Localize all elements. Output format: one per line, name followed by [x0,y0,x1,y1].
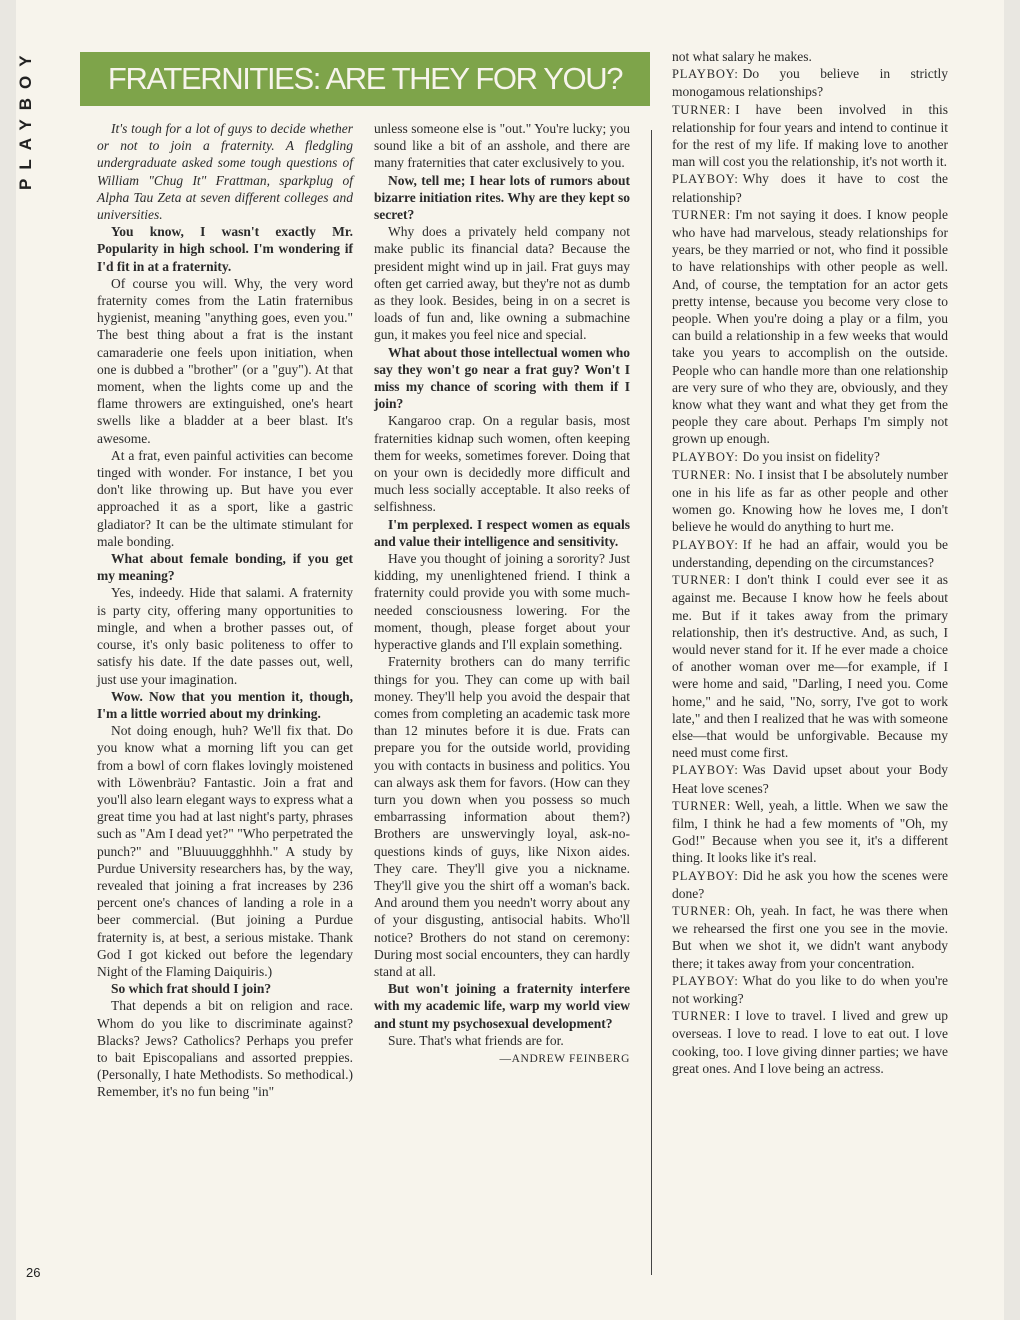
answer-paragraph: Sure. That's what friends are for. [388,1032,564,1048]
speaker-label: TURNER: [672,1009,732,1024]
interviewer-question: What about female bonding, if you get my meaning? [97,551,353,584]
interview-exchange [672,972,948,1007]
speaker-text: Do you insist on fidelity? [742,448,880,464]
interviewer-question: What about those intellectual women who say they won't go near a frat guy? Won't I miss my chance of scoring with them if I join? [374,344,630,412]
interview-exchange [672,448,948,466]
speaker-text: I don't think I could ever see it as against me. Because I know how he feels about me. But if it takes away from the primary relationship, then it's destructive. And, as such, I would never stand for it. If he ever made a choice of another woman over me—for example, if I were home and said, "Darling, I need you. Come home," and he said, "No, sorry, I've got to work late," and then I realized that he was with someone else—that would be unforgivable. Because my need must come first. [672,572,948,761]
interviewer-question: So which frat should I join? [111,981,272,997]
answer-paragraph: Kangaroo crap. On a regular basis, most fraternities kidnap such women, often keeping them for weeks, sometimes forever. Doing that on your own is decidedly more difficult and much less socially acceptable. It also reeks of selfishness. [374,413,630,515]
speaker-label: PLAYBOY: [672,67,739,82]
interview-exchange [672,536,948,571]
interview-exchange [672,571,948,761]
interview-exchange [672,902,948,972]
answer-paragraph: Why does a privately held company not make public its financial data? Because the president might wind up in jail. Frat guys may often get carried away, but they're not as dumb as they look. Besides, being in on a secret is loads of fun and, like owning a submachine gun, it makes you feel nice and special. [374,224,630,343]
article-title-banner [80,52,650,106]
speaker-text: What do you like to do when you're not working? [672,972,948,1006]
speaker-text: Was David upset about your Body Heat love scenes? [672,762,948,796]
answer-paragraph: At a frat, even painful activities can become tinged with wonder. For instance, I bet you don't like throwing up. But have you ever approached it as a sport, like a gastric gladiator? It can be the ultimate stimulant for male bonding. [97,447,353,549]
interview-exchange [672,797,948,867]
interview-exchange [672,1007,948,1077]
interview-exchange [672,65,948,100]
speaker-label: PLAYBOY: [672,973,739,988]
speaker-label: TURNER: [672,467,732,482]
answer-paragraph: Yes, indeedy. Hide that salami. A fraternity is party city, offering many opportunities to mingle, and when a brother passes out, of course, it's only basic politeness to offer to satisfy his date. If the date passes out, well, just use your imagination. [97,585,353,687]
interviewer-question: Wow. Now that you mention it, though, I'm a little worried about my drinking. [97,688,353,721]
interview-exchange [672,466,948,536]
article-column-2-body [374,120,630,1049]
speaker-text: Why does it have to cost the relationship? [672,171,948,205]
interviewer-question: Now, tell me; I hear lots of rumors about bizarre initiation rites. Why are they kept so secret? [374,172,630,223]
speaker-text: I have been involved in this relationship for four years and intend to continue it for the rest of my life. If making love to another man will cost you the relationship, it's not worth it. [672,101,948,170]
interview-body [672,65,948,1077]
interview-exchange [672,101,948,171]
article-title: FRATERNITIES: ARE THEY FOR YOU? [107,61,623,96]
speaker-text: No. I insist that I be absolutely number one in his life as far as other people and other women go. Knowing how he loves me, I don't believe he would do anything to hurt me. [672,466,948,535]
page-number: 26 [26,1265,41,1280]
article-column-1 [97,120,353,1101]
speaker-label: PLAYBOY: [672,763,739,778]
speaker-label: TURNER: [672,798,732,813]
speaker-label: PLAYBOY: [672,537,739,552]
speaker-text: Did he ask you how the scenes were done? [672,867,948,901]
interview-exchange [672,761,948,796]
article-byline: —ANDREW FEINBERG [499,1052,630,1065]
speaker-text: I'm not saying it does. I know people who have had marvelous, steady relationships for years, be they married or not, who find it possible to have relationships with other people as well. And, of course, the temptation for an actor gets pretty intense, because you become very close to people. When you're doing a play or a film, you can build a relationship in a few weeks that would take you years to accomplish on the outside. People who can handle more than one relationship are very sure of who they are, obviously, and they know what they want and what they get from the people they care about. Perhaps I'm simply not grown up enough. [672,206,948,447]
answer-paragraph: Of course you will. Why, the very word fraternity comes from the Latin fraternibus hygienist, meaning "anything goes, even you." The best thing about a frat is the instant camaraderie one feels upon initiation, when one is dubbed a "brother" (or a "guy"). At that moment, when the lights come up and the flame throwers are extinguished, one's heart swells like a bladder at a beer blast. It's awesome. [97,275,353,446]
answer-paragraph: That depends a bit on religion and race. Whom do you like to discriminate against? Blacks? Jews? Catholics? Perhaps you prefer to bait Episcopalians and assorted preppies. (Personally, I hate Methodists. So methodical.) Remember, it's no fun being "in" [97,998,353,1100]
speaker-label: PLAYBOY: [672,868,739,883]
interview-lead-in: not what salary he makes. [672,49,812,64]
interviewer-question: I'm perplexed. I respect women as equals and value their intelligence and sensitivity. [374,516,630,549]
column-divider [651,130,652,1275]
interviewer-question: You know, I wasn't exactly Mr. Popularity in high school. I'm wondering if I'd fit in at a fraternity. [97,224,353,274]
interview-exchange [672,206,948,448]
answer-paragraph: Not doing enough, huh? We'll fix that. Do you know what a morning lift you can get from a bowl of corn flakes lovingly moistened with Löwenbräu? Fantastic. Join a frat and you'll also learn elegant ways to express what a great time you had at last night's party, phrases such as "Am I dead yet?" "Who perpetrated the punch?" and "Bluuuuggghhhh." A study by Purdue University researchers has, by the way, revealed that joining a frat increases by 236 percent one's chances of landing a role in a beer commercial. (But joining a Purdue fraternity is, at best, a serious mistake. Thank God I got kicked out before the legendary Night of the Flaming Daiquiris.) [97,723,353,979]
speaker-label: TURNER: [672,102,732,117]
interview-column [672,48,948,1077]
speaker-label: TURNER: [672,207,732,222]
speaker-label: TURNER: [672,573,732,588]
interviewer-question: But won't joining a fraternity interfere with my academic life, warp my world view and stunt my psychosexual development? [374,981,630,1031]
speaker-label: TURNER: [672,903,732,918]
answer-paragraph: Have you thought of joining a sorority? Just kidding, my unenlightened friend. I think a fraternity could provide you with some much-needed consciousness lowering. For the moment, though, please forget about your hyperactive glands and I'll explain something. [374,551,630,653]
interview-exchange [672,170,948,205]
interview-exchange [672,867,948,902]
answer-paragraph: unless someone else is "out." You're lucky; you sound like a bit of an asshole, and there are many fraternities that cater exclusively to you. [374,121,630,171]
article-column-1-body [97,223,353,1100]
speaker-label: PLAYBOY: [672,449,739,464]
speaker-label: PLAYBOY: [672,172,739,187]
magazine-name-vertical: PLAYBOY [16,46,35,190]
speaker-text: Well, yeah, a little. When we saw the film, I think he had a few moments of "Oh, my God!" Because when you see it, it's a different thing. It looks like it's real. [672,797,948,866]
speaker-text: Oh, yeah. In fact, he was there when we rehearsed the first one you see in the movie. But when we shot it, we didn't want anybody there; it takes away from your concentration. [672,902,948,971]
article-column-2 [374,120,630,1068]
speaker-text: I love to travel. I lived and grew up overseas. I love to read. I love to eat out. I love cooking, too. I love giving dinner parties; we have great ones. And I love being an actress. [672,1008,948,1076]
speaker-text: If he had an affair, would you be understanding, depending on the circumstances? [672,536,948,570]
article-intro: It's tough for a lot of guys to decide whether or not to join a fraternity. A fledgling undergraduate asked some tough questions of William "Chug It" Frattman, sparkplug of Alpha Tau Zeta at seven different colleges and universities. [97,121,353,223]
answer-paragraph: Fraternity brothers can do many terrific things for you. They can come up with bail money. They'll help you avoid the despair that comes from completing an academic task more than 12 minutes before it is due. Frats can prepare you for the outside world, providing you with contacts in business and politics. You can always ask them for favors. (How can they turn you down when you possess so much embarrassing information about them?) Brothers are unswervingly loyal, ask-no-questions kinds of guys, like Nixon aides. They care. They'll give you a nickname. They'll give you the shirt off a woman's back. And around them you needn't worry about any of your disgusting, antisocial habits. Who'll notice? Brothers do not stand on ceremony: During most social encounters, they can hardly stand at all. [374,654,630,979]
speaker-text: Do you believe in strictly monogamous relationships? [672,66,948,100]
